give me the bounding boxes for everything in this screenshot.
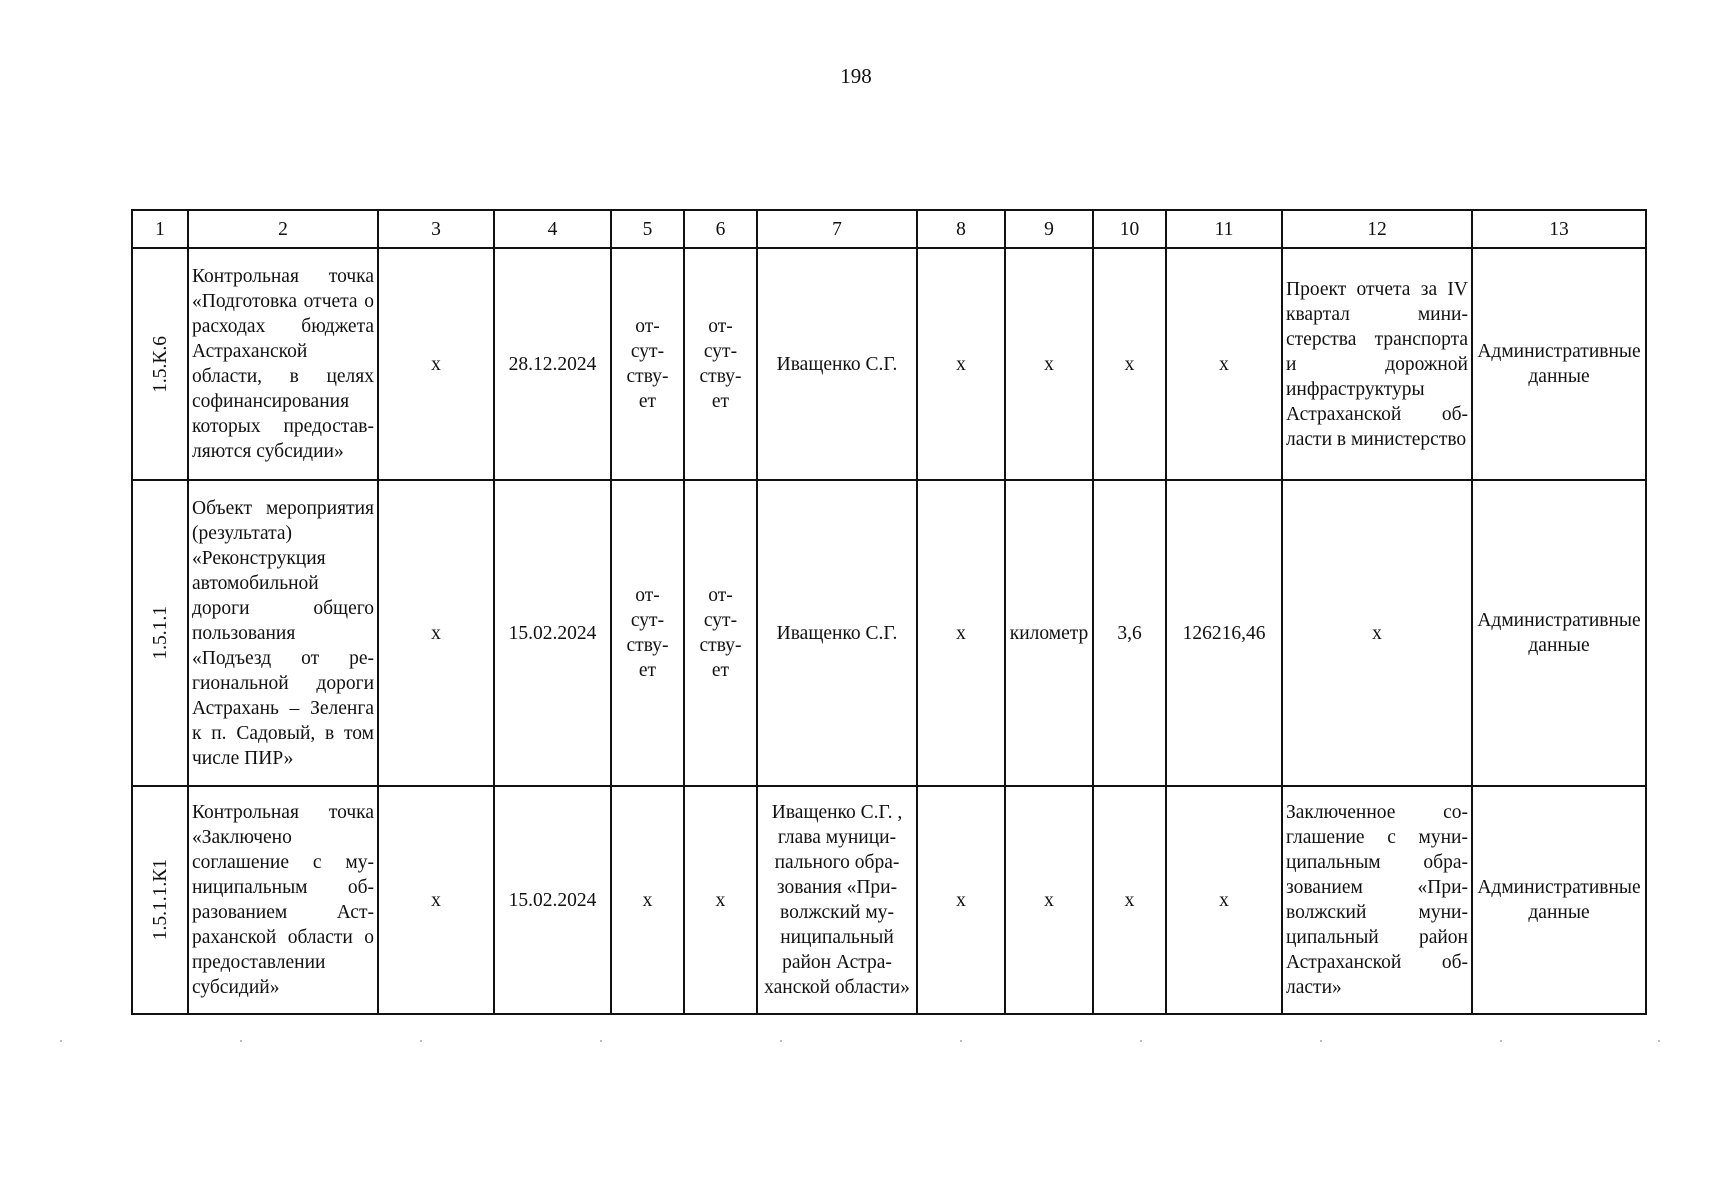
cell-col5-text: от- сут- ству- ет bbox=[626, 585, 669, 681]
column-header: 2 bbox=[188, 210, 378, 248]
table-row bbox=[132, 480, 1646, 786]
row-code: 1.5.1.1 bbox=[149, 606, 171, 660]
column-header: 8 bbox=[917, 210, 1005, 248]
cell-col8: х bbox=[917, 248, 1005, 480]
cell-col11: 126216,46 bbox=[1166, 480, 1282, 786]
cell-col8: х bbox=[917, 786, 1005, 1014]
cell-date: 15.02.2024 bbox=[494, 480, 611, 786]
cell-source: Административные данные bbox=[1472, 480, 1646, 786]
cell-col6 bbox=[684, 248, 757, 480]
column-header: 3 bbox=[378, 210, 494, 248]
cell-document: Проект отчета за IV квартал министерства транспорта и дорожной инфраструктуры Астраханской области в министерство bbox=[1282, 248, 1472, 480]
column-header: 7 bbox=[757, 210, 917, 248]
cell-col6-text: х bbox=[715, 889, 726, 911]
cell-col6 bbox=[684, 786, 757, 1014]
column-header: 5 bbox=[611, 210, 684, 248]
cell-date: 28.12.2024 bbox=[494, 248, 611, 480]
cell-col5 bbox=[611, 480, 684, 786]
table-row bbox=[132, 248, 1646, 480]
column-header: 10 bbox=[1093, 210, 1166, 248]
cell-source: Административные данные bbox=[1472, 248, 1646, 480]
cell-responsible: Иващенко С.Г. bbox=[757, 480, 917, 786]
row-code-cell bbox=[132, 248, 188, 480]
cell-col9: х bbox=[1005, 248, 1093, 480]
cell-col5-text: от- сут- ству- ет bbox=[626, 316, 669, 412]
cell-col3: х bbox=[378, 248, 494, 480]
page-number: 198 bbox=[840, 64, 872, 88]
column-header: 11 bbox=[1166, 210, 1282, 248]
column-header: 12 bbox=[1282, 210, 1472, 248]
cell-responsible: Иващенко С.Г. bbox=[757, 248, 917, 480]
cell-date: 15.02.2024 bbox=[494, 786, 611, 1014]
row-code: 1.5.К.6 bbox=[149, 335, 171, 393]
cell-responsible: Иващенко С.Г. , глава муниципального образования «Приволжский муниципальный район Астраханской области» bbox=[757, 786, 917, 1014]
row-code-cell bbox=[132, 480, 188, 786]
cell-col10: х bbox=[1093, 786, 1166, 1014]
data-table bbox=[131, 209, 1647, 1015]
cell-col5 bbox=[611, 786, 684, 1014]
cell-col5 bbox=[611, 248, 684, 480]
cell-col9: х bbox=[1005, 786, 1093, 1014]
cell-col3: х bbox=[378, 480, 494, 786]
cell-col6-text: от- сут- ству- ет bbox=[699, 585, 742, 681]
cell-col6-text: от- сут- ству- ет bbox=[699, 316, 742, 412]
cell-col10: х bbox=[1093, 248, 1166, 480]
column-header: 9 bbox=[1005, 210, 1093, 248]
cell-col5-text: х bbox=[642, 889, 653, 911]
header-row bbox=[132, 210, 1646, 248]
table-row bbox=[132, 786, 1646, 1014]
cell-col11: х bbox=[1166, 248, 1282, 480]
column-header: 4 bbox=[494, 210, 611, 248]
cell-document: х bbox=[1282, 480, 1472, 786]
row-code-cell bbox=[132, 786, 188, 1014]
scan-dots bbox=[60, 1040, 1660, 1046]
row-code: 1.5.1.1.К1 bbox=[149, 859, 171, 941]
row-name: Контрольная точка «Подготовка отчета о расходах бюджета Астраханской области, в целях софинансирования которых предоставляются субсидии» bbox=[188, 248, 378, 480]
row-name: Контрольная точка «Заключено соглашение с муниципальным образованием Астраханской области о предоставлении субсидий» bbox=[188, 786, 378, 1014]
cell-source: Административные данные bbox=[1472, 786, 1646, 1014]
cell-col11: х bbox=[1166, 786, 1282, 1014]
cell-col8: х bbox=[917, 480, 1005, 786]
cell-col6 bbox=[684, 480, 757, 786]
cell-document: Заключенное соглашение с муниципальным образованием «Приволжский муниципальный район Астраханской области» bbox=[1282, 786, 1472, 1014]
cell-col10: 3,6 bbox=[1093, 480, 1166, 786]
row-name: Объект мероприятия (результата) «Реконструкция автомобильной дороги общего пользования «Подъезд от региональной дороги Астрахань – Зеленга к п. Садовый, в том числе ПИР» bbox=[188, 480, 378, 786]
cell-col9: километр bbox=[1005, 480, 1093, 786]
cell-col3: х bbox=[378, 786, 494, 1014]
column-header: 1 bbox=[132, 210, 188, 248]
column-header: 6 bbox=[684, 210, 757, 248]
column-header: 13 bbox=[1472, 210, 1646, 248]
